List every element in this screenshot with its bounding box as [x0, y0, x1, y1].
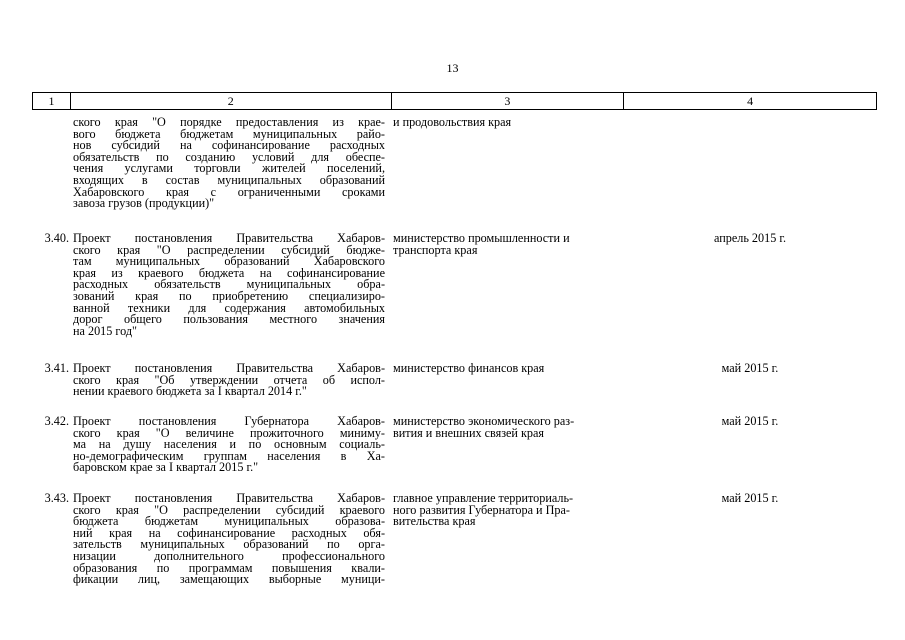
responsible-line: министерство промышленности и [393, 231, 570, 245]
description-line: Проект постановления Правительства Хабаров- [73, 361, 385, 375]
description-line: Проект постановления Правительства Хабаров- [73, 231, 385, 245]
description-line: ского края "О распределении субсидий бюдже- [73, 242, 385, 257]
row-description [73, 233, 385, 337]
description-line: дорог общего пользования местного значения [73, 312, 385, 327]
row-description [73, 493, 385, 586]
description-line: ского края "О порядке предоставления из крае- [73, 115, 385, 129]
description-line: там муниципальных образований Хабаровского [73, 254, 385, 269]
page-number: 13 [446, 61, 459, 75]
description-line: ний края на софинансирование расходных обя- [73, 525, 385, 540]
description-line: фикации лиц, замещающих выборные муници- [73, 572, 385, 587]
description-line: зательств муниципальных образований по орга- [73, 537, 385, 552]
description-line: обязательств по созданию условий для обеспе- [73, 149, 385, 164]
description-line: края из краевого бюджета на софинансирование [73, 265, 385, 280]
row-responsible [393, 363, 621, 375]
row-description [73, 363, 385, 398]
description-line: Проект постановления Правительства Хабаров- [73, 491, 385, 505]
description-line: образования по программам повышения квали- [73, 560, 385, 575]
column-header-table [32, 92, 877, 110]
description-line: входящих в состав муниципальных образований [73, 172, 385, 187]
responsible-line: и продовольствия края [393, 115, 512, 129]
description-line: чения услугами торговли жителей поселений, [73, 161, 385, 176]
responsible-line: ного развития Губернатора и Пра- [393, 502, 570, 517]
column-header-row [33, 93, 877, 110]
description-line: вого бюджета бюджетам муниципальных райо- [73, 126, 385, 141]
description-line: Хабаровского края с ограниченными сроками [73, 184, 385, 199]
row-number: 3.43. [44, 491, 69, 505]
description-line: ского края "О распределении субсидий краевого [73, 502, 385, 517]
row-responsible [393, 416, 621, 439]
row-description [73, 416, 385, 474]
description-line: ма на душу населения и по основным социаль- [73, 437, 385, 452]
column-header-4: 4 [624, 93, 877, 110]
row-date: май 2015 г. [721, 361, 779, 375]
column-header-1: 1 [33, 93, 71, 110]
column-header-2: 2 [70, 93, 391, 110]
column-header-3: 3 [391, 93, 624, 110]
responsible-line: вития и внешних связей края [393, 425, 545, 440]
row-number: 3.42. [44, 414, 69, 428]
responsible-line: министерство экономического раз- [393, 414, 575, 428]
row-responsible [393, 493, 621, 528]
row-responsible [393, 117, 621, 129]
description-line: завоза грузов (продукции)" [73, 196, 215, 211]
row-date: май 2015 г. [721, 414, 779, 428]
description-line: баровском крае за I квартал 2015 г." [73, 460, 259, 475]
description-line: ванной техники для содержания автомобильных [73, 300, 385, 315]
responsible-line: министерство финансов края [393, 361, 545, 375]
row-description [73, 117, 385, 210]
description-line: зований края по приобретению специализиро- [73, 288, 385, 303]
description-line: на 2015 год" [73, 323, 138, 338]
responsible-line: транспорта края [393, 242, 478, 257]
description-line: Проект постановления Губернатора Хабаров- [73, 414, 385, 428]
description-line: нении краевого бюджета за I квартал 2014 г." [73, 384, 307, 399]
description-line: ского края "О величине прожиточного миниму- [73, 425, 385, 440]
row-responsible [393, 233, 621, 256]
responsible-line: главное управление территориаль- [393, 491, 574, 505]
description-line: расходных обязательств муниципальных обра- [73, 277, 385, 292]
row-date: май 2015 г. [721, 491, 779, 505]
description-line: но-демографическим группам населения в Ха- [73, 448, 385, 463]
description-line: бюджета бюджетам муниципальных образова- [73, 514, 385, 529]
description-line: ского края "Об утверждении отчета об испол- [73, 372, 385, 387]
row-date: апрель 2015 г. [713, 231, 787, 245]
description-line: низации дополнительного профессионального [73, 548, 385, 563]
description-line: нов субсидий на софинансирование расходных [73, 138, 385, 153]
row-number: 3.41. [44, 361, 69, 375]
row-number: 3.40. [44, 231, 69, 245]
responsible-line: вительства края [393, 514, 476, 529]
